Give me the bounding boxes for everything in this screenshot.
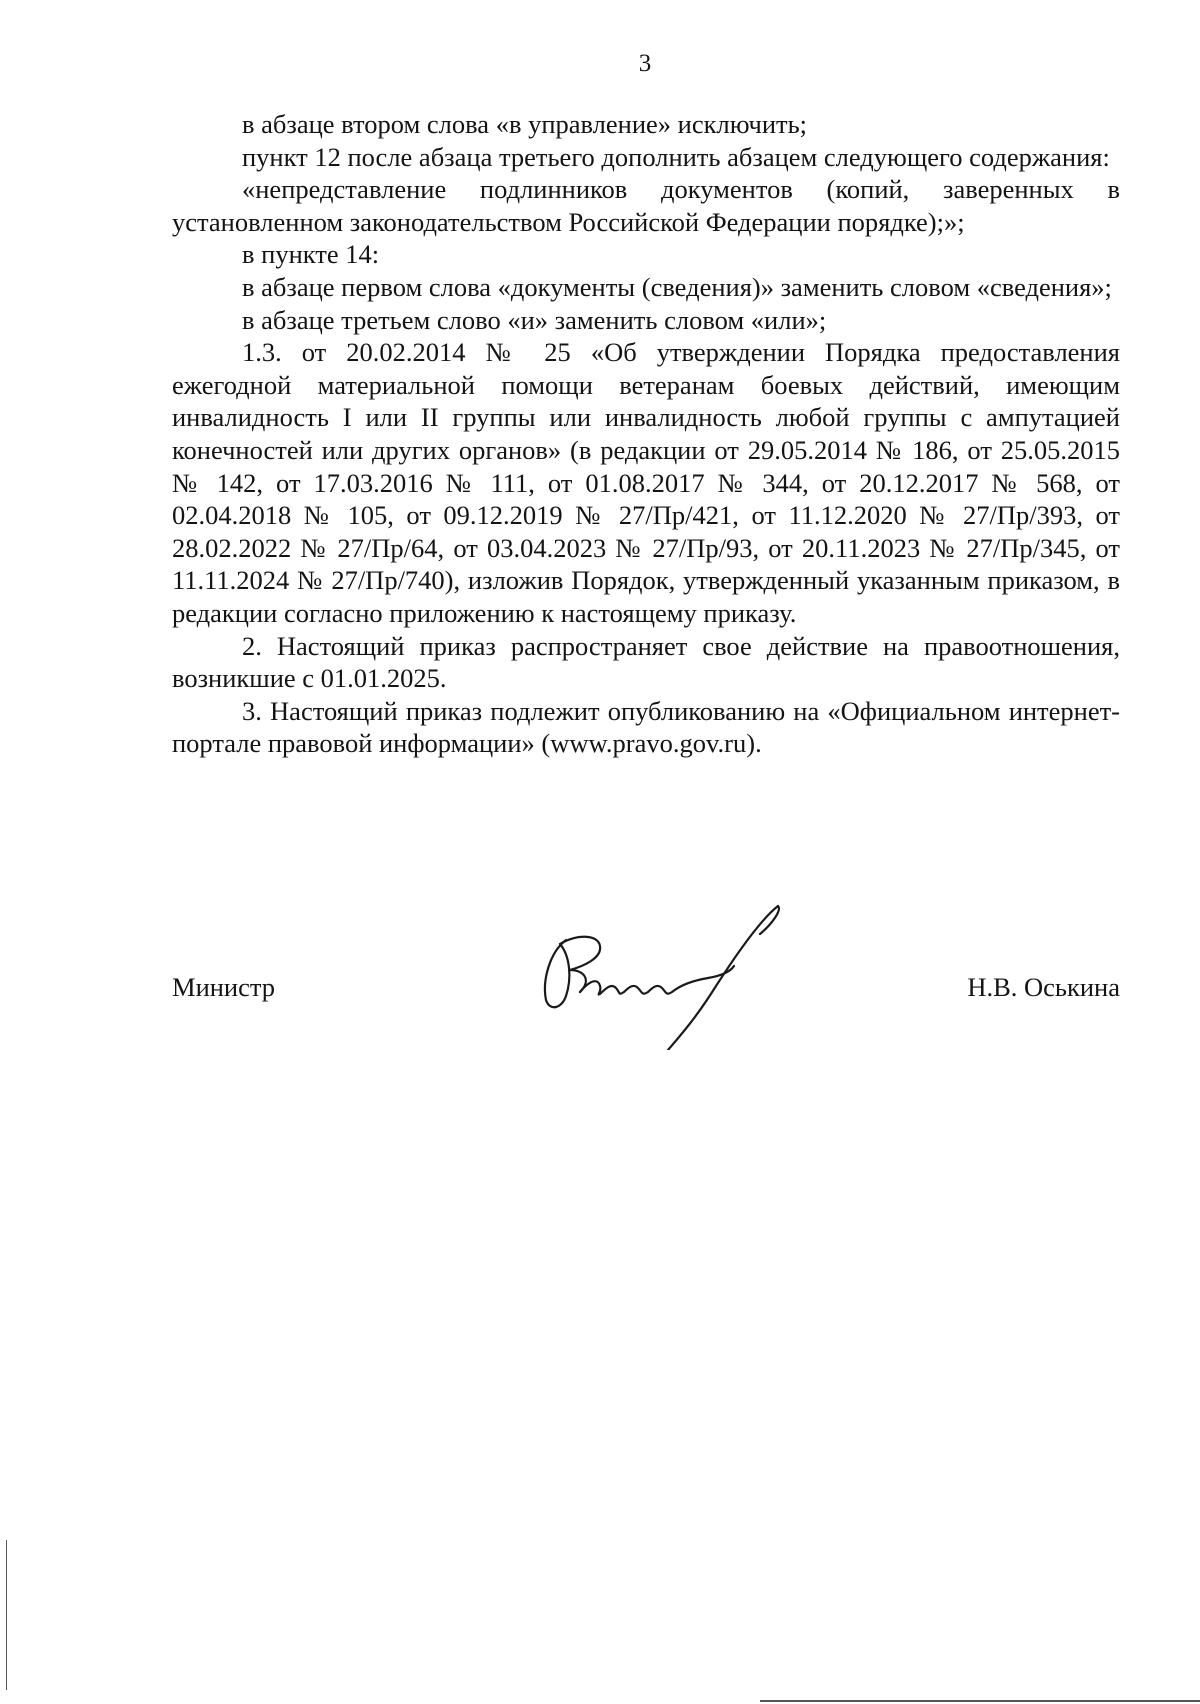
- paragraph-punkt-12: пункт 12 после абзаца третьего дополнить абзацем следующего содержания:: [242, 141, 1110, 172]
- signer-title: Министр: [172, 972, 276, 1002]
- paragraph-abzac-tretiy: в абзаце третьем слово «и» заменить словом «или»;: [242, 304, 827, 335]
- page-number: 3: [638, 50, 652, 77]
- paragraph-abzac-vtoroy: в абзаце втором слова «в управление» исключить;: [242, 109, 808, 139]
- scan-edge-left: [6, 1540, 7, 1690]
- signature-block: [172, 900, 1120, 1060]
- signer-name: Н.В. Оськина: [967, 972, 1120, 1002]
- paragraph-abzac-perviy: в абзаце первом слова «документы (сведения)» заменить словом «сведения»;: [242, 271, 1112, 302]
- handwritten-signature: [520, 900, 780, 1050]
- document-body: [172, 108, 1120, 760]
- paragraph-neprdstavlenie: «непредставление подлинников документов (копий, заверенных в установленном законодательством Российской Федерации порядке);»;: [172, 174, 1120, 237]
- paragraph-punkt-14: в пункте 14:: [242, 239, 380, 270]
- scan-edge-bottom: [760, 1700, 1200, 1702]
- paragraph-1-3: 1.3. от 20.02.2014 № 25 «Об утверждении Порядка предоставления ежегодной материальной помощи ветеранам боевых действий, имеющим инвалидность I или II группы или инвалидность любой группы с ампутацией конечностей или других органов» (в редакции от 29.05.2014 № 186, от 25.05.2015 № 142, от 17.03.2016 № 111, от 01.08.2017 № 344, от 20.12.2017 № 568, от 02.04.2018 № 105, от 09.12.2019 № 27/Пр/421, от 11.12.2020 № 27/Пр/393, от 28.02.2022 № 27/Пр/64, от 03.04.2023 № 27/Пр/93, от 20.11.2023 № 27/Пр/345, от 11.11.2024 № 27/Пр/740), изложив Порядок, утвержденный указанным приказом, в редакции согласно приложению к настоящему приказу.: [172, 337, 1120, 628]
- paragraph-2: 2. Настоящий приказ распространяет свое действие на правоотношения, возникшие с 01.01.2025.: [172, 630, 1120, 694]
- paragraph-3: 3. Настоящий приказ подлежит опубликованию на «Официальном интернет-портале правовой информации» (www.pravo.gov.ru).: [172, 695, 1120, 759]
